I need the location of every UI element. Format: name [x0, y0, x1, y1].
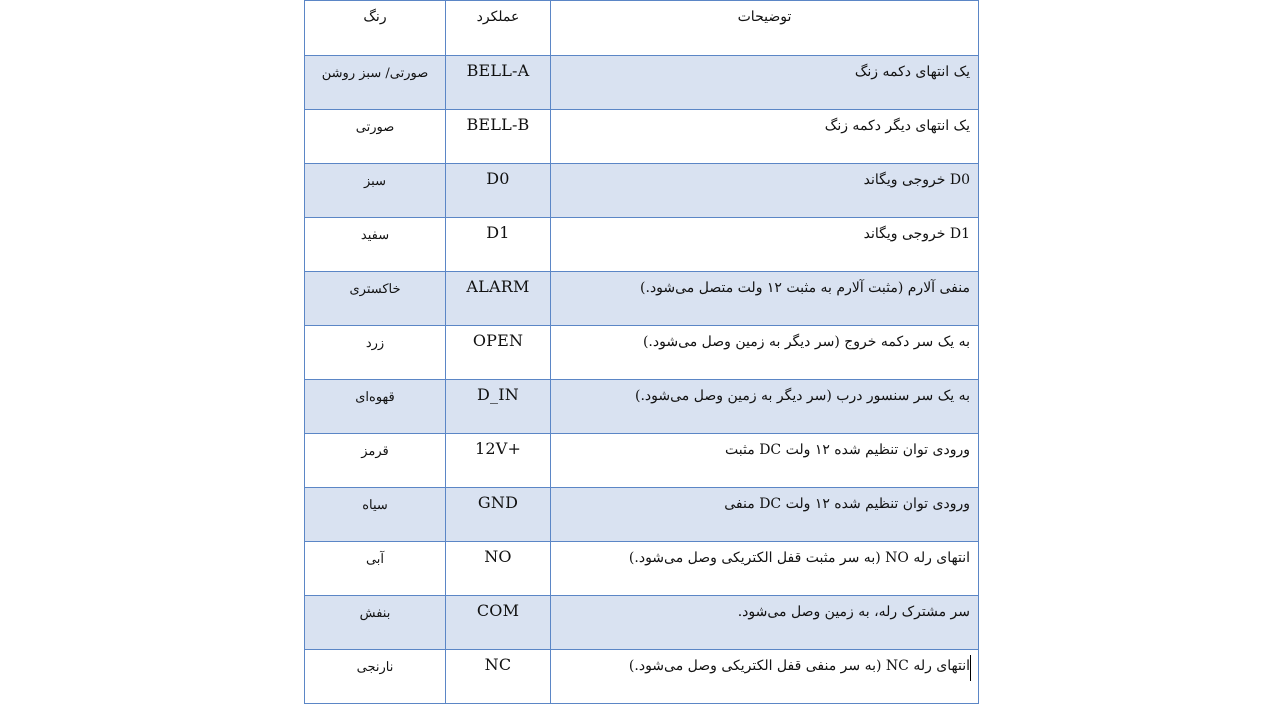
function-cell: D_IN: [446, 380, 551, 434]
description-cell: ورودی توان تنظیم شده ۱۲ ولت DC مثبت: [551, 434, 979, 488]
description-cell: یک انتهای دکمه زنگ: [551, 56, 979, 110]
table-row: [305, 164, 979, 218]
description-cell: منفی آلارم (مثبت آلارم به مثبت ۱۲ ولت متصل می‌شود.): [551, 272, 979, 326]
wiring-table: [304, 0, 979, 704]
table-row: [305, 110, 979, 164]
function-cell: 12V+: [446, 434, 551, 488]
color-cell: خاکستری: [305, 272, 446, 326]
function-cell: NC: [446, 650, 551, 704]
description-cell: D1 خروجی ویگاند: [551, 218, 979, 272]
color-cell: سیاه: [305, 488, 446, 542]
function-cell: ALARM: [446, 272, 551, 326]
description-cell: سر مشترک رله، به زمین وصل می‌شود.: [551, 596, 979, 650]
table-row: [305, 434, 979, 488]
color-cell: زرد: [305, 326, 446, 380]
table-row: [305, 650, 979, 704]
function-cell: BELL-A: [446, 56, 551, 110]
table-row: [305, 488, 979, 542]
color-cell: آبی: [305, 542, 446, 596]
text-cursor: [970, 655, 971, 681]
header-color: رنگ: [305, 1, 446, 56]
table-row: [305, 542, 979, 596]
function-cell: NO: [446, 542, 551, 596]
description-cell[interactable]: انتهای رله NC (به سر منفی قفل الکتریکی وصل می‌شود.): [551, 650, 979, 704]
table-row: [305, 56, 979, 110]
header-function: عملکرد: [446, 1, 551, 56]
color-cell: صورتی/ سبز روشن: [305, 56, 446, 110]
color-cell: صورتی: [305, 110, 446, 164]
description-cell: به یک سر دکمه خروج (سر دیگر به زمین وصل می‌شود.): [551, 326, 979, 380]
table-header-row: [305, 1, 979, 56]
table-row: [305, 596, 979, 650]
color-cell: قرمز: [305, 434, 446, 488]
table-row: [305, 272, 979, 326]
function-cell: COM: [446, 596, 551, 650]
header-description: توضیحات: [551, 1, 979, 56]
function-cell: D1: [446, 218, 551, 272]
color-cell: قهوه‌ای: [305, 380, 446, 434]
description-cell: یک انتهای دیگر دکمه زنگ: [551, 110, 979, 164]
color-cell: سبز: [305, 164, 446, 218]
function-cell: OPEN: [446, 326, 551, 380]
color-cell: سفید: [305, 218, 446, 272]
description-cell: انتهای رله NO (به سر مثبت قفل الکتریکی وصل می‌شود.): [551, 542, 979, 596]
description-cell: ورودی توان تنظیم شده ۱۲ ولت DC منفی: [551, 488, 979, 542]
table-row: [305, 380, 979, 434]
function-cell: GND: [446, 488, 551, 542]
wiring-table-container: [304, 0, 978, 700]
color-cell: نارنجی: [305, 650, 446, 704]
function-cell: BELL-B: [446, 110, 551, 164]
table-row: [305, 326, 979, 380]
table-row: [305, 218, 979, 272]
description-cell: به یک سر سنسور درب (سر دیگر به زمین وصل می‌شود.): [551, 380, 979, 434]
function-cell: D0: [446, 164, 551, 218]
color-cell: بنفش: [305, 596, 446, 650]
description-cell: D0 خروجی ویگاند: [551, 164, 979, 218]
